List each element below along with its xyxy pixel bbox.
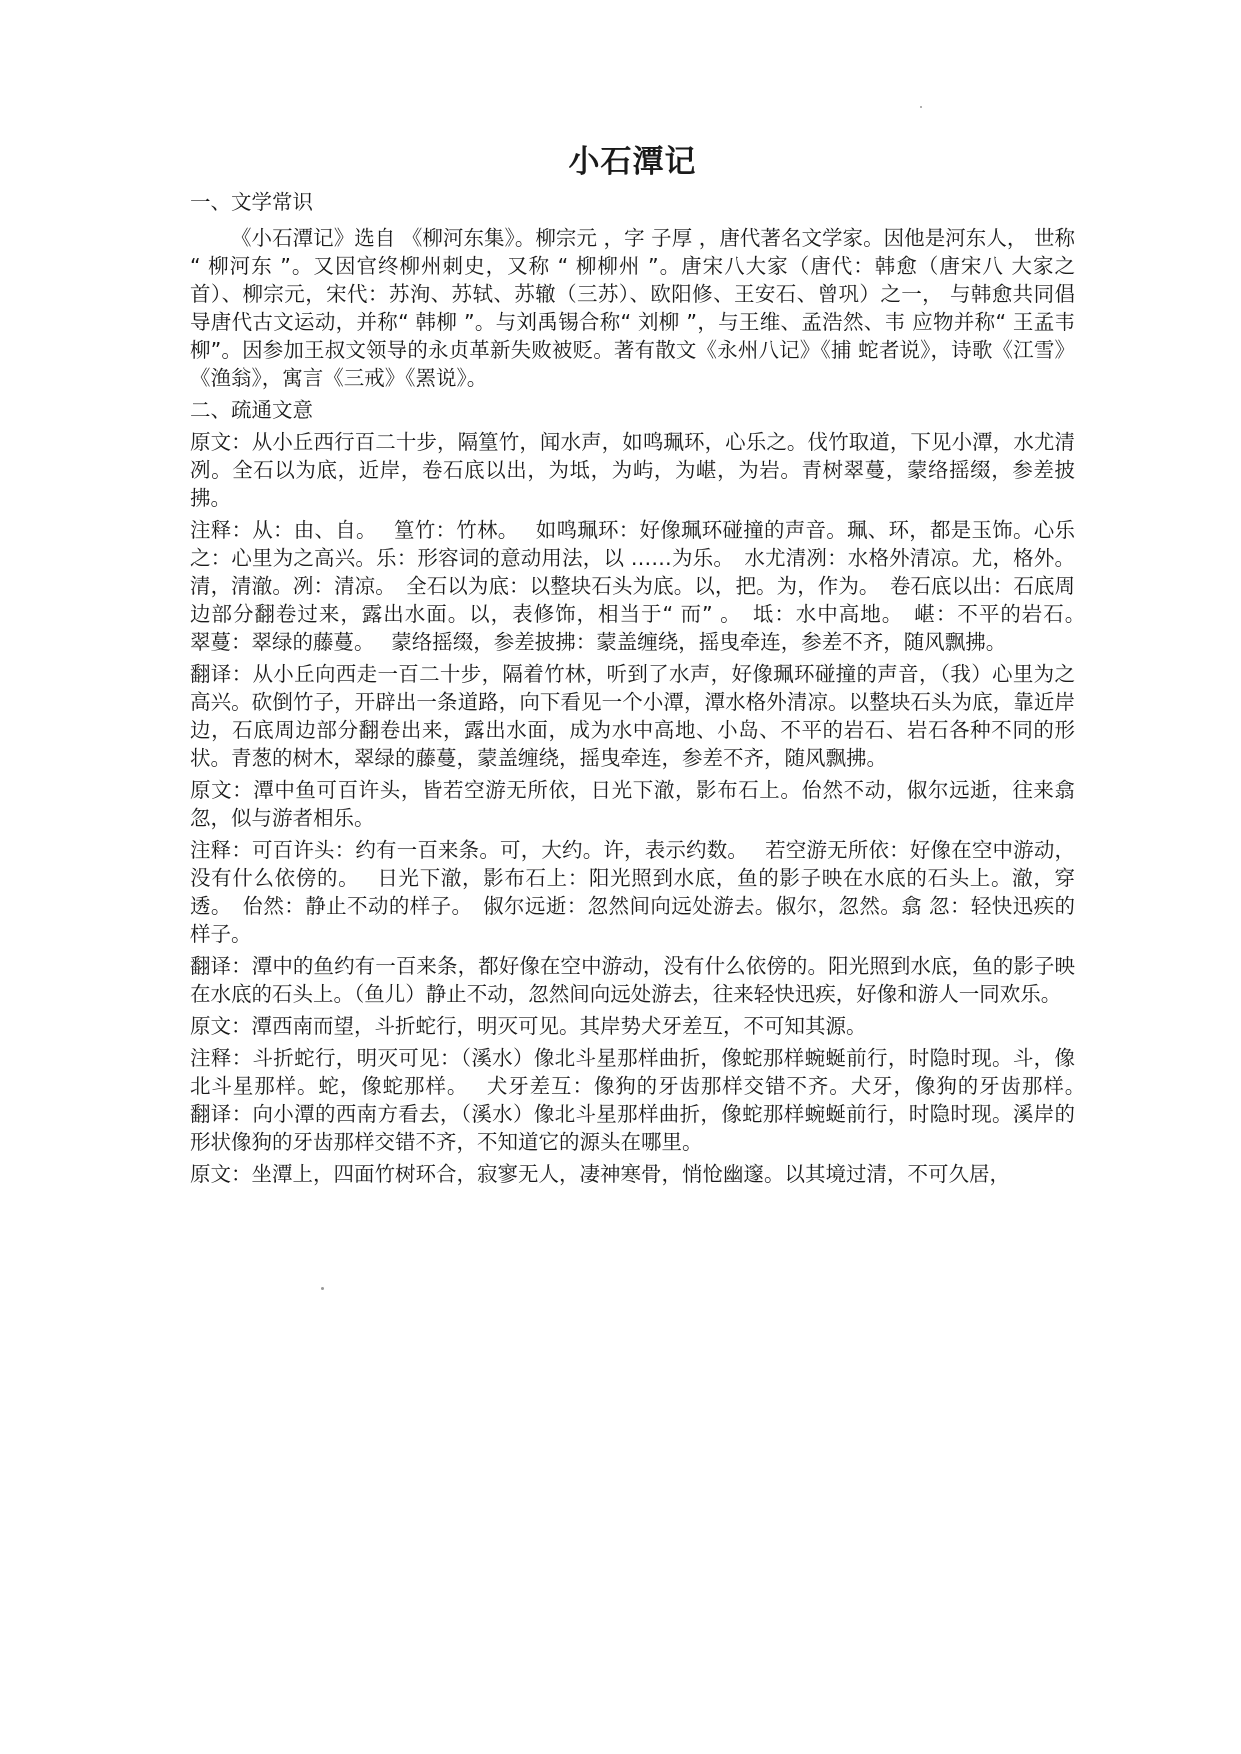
original-text-4: 原文：坐潭上，四面竹树环合，寂寥无人，凄神寒骨，悄怆幽邃。以其境过清，不可久居， [190, 1162, 1010, 1186]
document-page [190, 140, 1103, 1192]
annotation-1: 注释：从：由、自。 篁竹：竹林。 如鸣珮环：好像珮环碰撞的声音。珮、环，都是玉饰。心乐之：心里为之高兴。乐：形容词的意动用法，以 ……为乐。 水尤清冽：水格外清凉。尤，格外。清，清澈。冽：清凉。 全石以为底：以整块石头为底。以，把。为，作为。 卷石底以出：石底周边部分翻卷过来，露出水面。以，表修饰，相当于“ 而” 。 坻：水中高地。 嵁：不平的岩石。 翠蔓：翠绿的藤蔓。 蒙络摇缀，参差披拂：蒙盖缠绕，摇曳牵连，参差不齐，随风飘拂。 [190, 518, 1103, 654]
scan-speck-top [920, 106, 922, 108]
original-text-2: 原文：潭中鱼可百许头，皆若空游无所依，日光下澈，影布石上。佁然不动，俶尔远逝，往来翕忽，似与游者相乐。 [190, 778, 1075, 830]
literary-knowledge-paragraph: 《小石潭记》选自 《柳河东集》。柳宗元 ，字 子厚 ，唐代著名文学家。因他是河东人， 世称 “ 柳河东 ”。又因官终柳州刺史，又称 “ 柳柳州 ”。唐宋八大家（唐代：韩愈（唐宋八 大家之首）、柳宗元，宋代：苏洵、苏轼、苏辙（三苏）、欧阳修、王安石、曾巩）之一， 与韩愈共同倡导唐代古文运动，并称“ 韩柳 ”。与刘禹锡合称“ 刘柳 ”，与王维、孟浩然、韦 应物并称“ 王孟韦柳”。因参加王叔文领导的永贞革新失败被贬。著有散文《永州八记》《捕 蛇者说》，诗歌《江雪》《渔翁》，寓言《三戒》《罴说》。 [190, 226, 1075, 390]
section-heading-literary-knowledge: 一、文学常识 [190, 190, 313, 214]
scan-speck-bottom [321, 1287, 324, 1290]
original-text-3: 原文：潭西南而望，斗折蛇行，明灭可见。其岸势犬牙差互，不可知其源。 [190, 1014, 867, 1038]
annotation-2: 注释：可百许头：约有一百来条。可，大约。许，表示约数。 若空游无所依：好像在空中游动，没有什么依傍的。 日光下澈，影布石上：阳光照到水底，鱼的影子映在水底的石头上。澈，穿透。 佁然：静止不动的样子。 俶尔远逝：忽然间向远处游去。俶尔，忽然。翕 忽：轻快迅疾的样子。 [190, 838, 1075, 946]
translation-1: 翻译：从小丘向西走一百二十步，隔着竹林，听到了水声，好像珮环碰撞的声音，（我）心里为之高兴。砍倒竹子，开辟出一条道路，向下看见一个小潭，潭水格外清凉。以整块石头为底，靠近岸边，石底周边部分翻卷出来，露出水面，成为水中高地、小岛、不平的岩石、岩石各种不同的形状。青葱的树木，翠绿的藤蔓，蒙盖缠绕，摇曳牵连，参差不齐，随风飘拂。 [190, 662, 1075, 770]
document-title: 小石潭记 [568, 144, 697, 180]
annotation-translation-3: 注释：斗折蛇行，明灭可见：（溪水）像北斗星那样曲折，像蛇那样蜿蜒前行，时隐时现。斗，像北斗星那样。蛇，像蛇那样。 犬牙差互：像狗的牙齿那样交错不齐。犬牙，像狗的牙齿那样。 翻译：向小潭的西南方看去，（溪水）像北斗星那样曲折，像蛇那样蜿蜒前行，时隐时现。溪岸的形状像狗的牙齿那样交错不齐，不知道它的源头在哪里。 [190, 1046, 1096, 1154]
section-heading-text-meaning: 二、疏通文意 [190, 398, 313, 422]
translation-2: 翻译：潭中的鱼约有一百来条，都好像在空中游动，没有什么依傍的。阳光照到水底，鱼的影子映在水底的石头上。（鱼儿）静止不动，忽然间向远处游去，往来轻快迅疾，好像和游人一同欢乐。 [190, 954, 1075, 1006]
original-text-1: 原文：从小丘西行百二十步，隔篁竹，闻水声，如鸣珮环，心乐之。伐竹取道，下见小潭，水尤清冽。全石以为底，近岸，卷石底以出，为坻，为屿，为嵁，为岩。青树翠蔓，蒙络摇缀，参差披拂。 [190, 430, 1075, 510]
